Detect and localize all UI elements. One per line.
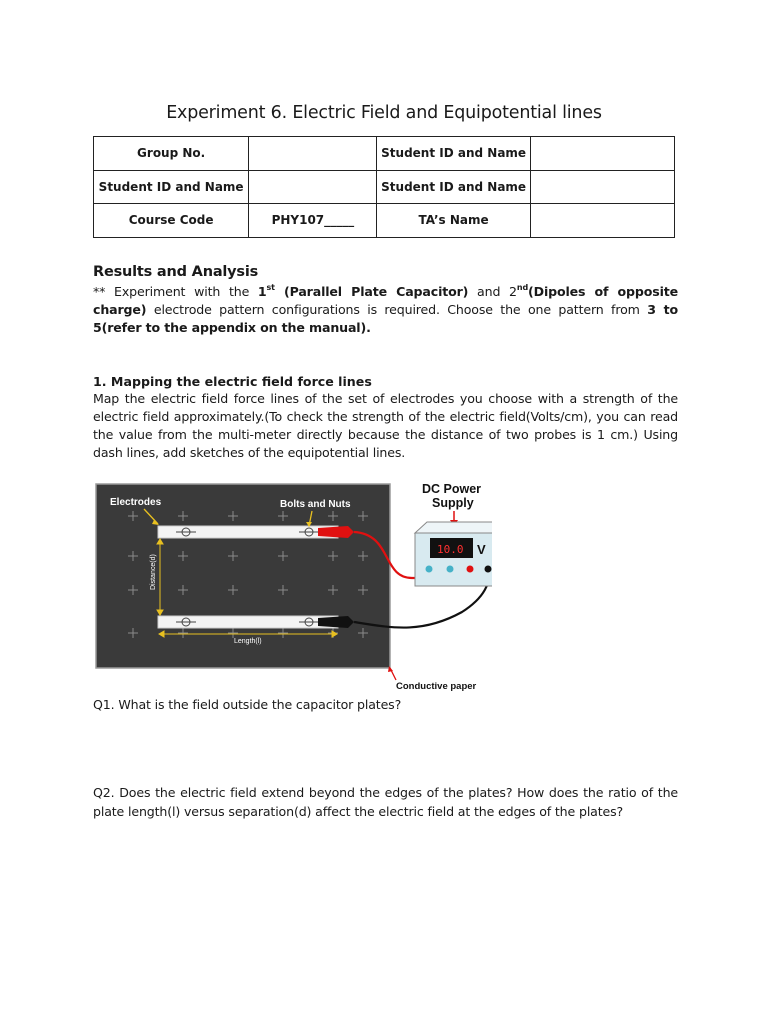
black-clip	[318, 616, 354, 628]
info-table-row	[94, 170, 675, 204]
intro-text-1: ** Experiment with the	[93, 284, 258, 299]
capacitor-setup-figure	[92, 478, 492, 697]
info-table-field[interactable]	[249, 170, 377, 204]
info-table-field[interactable]	[249, 137, 377, 171]
section-1-heading: 1. Mapping the electric field force lines	[93, 374, 372, 389]
intro-text-2: electrode pattern configurations is required. Choose the one pattern from	[146, 302, 648, 317]
section-1-text: Map the electric field force lines of the set of electrodes you choose with a strength of the electric field approximately.(To check the strength of the electric field(Volts/cm), you can read the value from the multi-meter directly because the distance of two probes is 1 cm.) Using dash lines, add sketches of the equipotential lines.	[93, 391, 678, 460]
info-table-field[interactable]	[530, 137, 674, 171]
info-table-label: Student ID and Name	[94, 170, 249, 204]
info-table-field[interactable]	[530, 170, 674, 204]
distance-label: Distance(d)	[150, 554, 157, 590]
info-table-field[interactable]: PHY107_____	[249, 204, 377, 238]
intro-range: 3 to 5(refer to the appendix on the manual).	[93, 302, 678, 335]
intro-pattern-1: (Parallel Plate Capacitor)	[274, 284, 469, 299]
red-terminal	[467, 566, 474, 573]
display-value: 10.0	[437, 543, 464, 556]
question-2: Q2. Does the electric field extend beyond the edges of the plates? How does the ratio of the plate length(l) versus separation(d) affect the electric field at the edges of the plates?	[93, 785, 678, 819]
info-table	[93, 136, 675, 238]
info-table-row	[94, 137, 675, 171]
info-table-label: Group No.	[94, 137, 249, 171]
electrodes-label: Electrodes	[110, 497, 162, 508]
red-clip	[318, 526, 354, 538]
info-table-field[interactable]	[530, 204, 674, 238]
intro-paragraph	[93, 283, 678, 337]
intro-and: and 2	[468, 284, 517, 299]
bolts-label: Bolts and Nuts	[280, 499, 351, 510]
knob-2	[447, 566, 454, 573]
intro-first-sup: st	[266, 283, 275, 292]
power-supply-label-1: DC Power	[422, 482, 482, 496]
info-table-row	[94, 204, 675, 238]
conductive-paper-label: Conductive paper	[396, 681, 477, 692]
knob-1	[426, 566, 433, 573]
intro-first: 1	[257, 284, 267, 299]
results-heading: Results and Analysis	[93, 264, 259, 280]
info-table-label: TA’s Name	[377, 204, 530, 238]
power-supply-label-2: Supply	[432, 496, 474, 510]
info-table-body	[94, 137, 675, 238]
black-terminal	[485, 566, 492, 573]
info-table-label: Student ID and Name	[377, 170, 530, 204]
intro-second-sup: nd	[516, 283, 529, 292]
info-table-label: Course Code	[94, 204, 249, 238]
info-table-label: Student ID and Name	[377, 137, 530, 171]
intro-pattern-2: (Dipoles of opposite charge)	[93, 284, 679, 317]
length-label: Length(l)	[234, 638, 262, 645]
question-1: Q1. What is the field outside the capacitor plates?	[93, 697, 402, 712]
unit-label: V	[477, 542, 486, 557]
page-title: Experiment 6. Electric Field and Equipotential lines	[166, 103, 602, 123]
